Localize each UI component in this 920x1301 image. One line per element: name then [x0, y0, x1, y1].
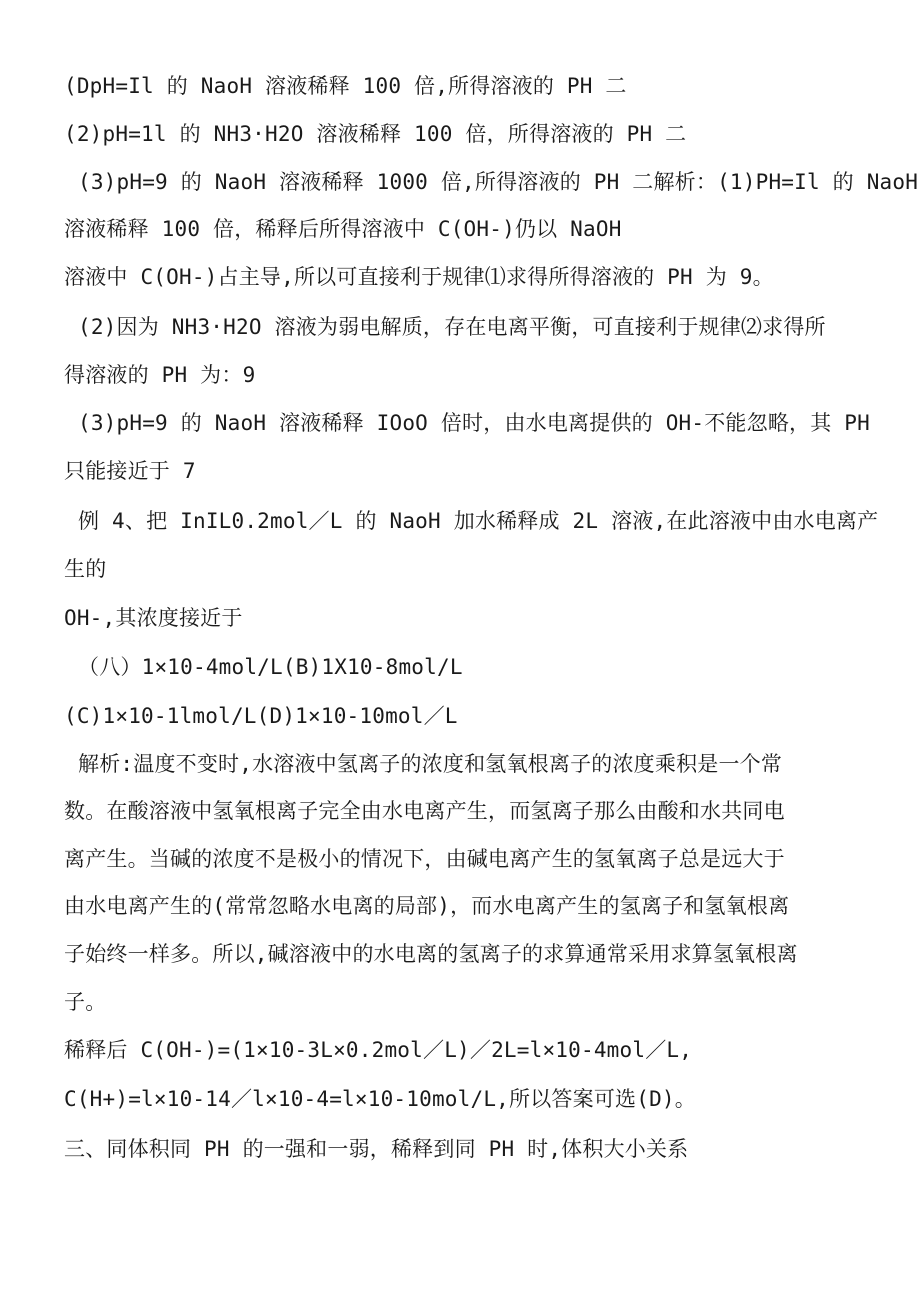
text-line: 只能接近于 7 [64, 459, 196, 483]
text-line: 数。在酸溶液中氢氧根离子完全由水电离产生，而氢离子那么由酸和水共同电 [64, 799, 785, 823]
text-line: (DpH=Il 的 NaoH 溶液稀释 100 倍,所得溶液的 PH 二 [64, 74, 627, 98]
text-line: 溶液中 C(OH-)占主导,所以可直接利于规律⑴求得所得溶液的 PH 为 9。 [64, 265, 774, 289]
text-line: 例 4、把 InIL0.2mol／L 的 NaoH 加水稀释成 2L 溶液,在此溶液中由水电离产 [78, 509, 879, 533]
text-line: 稀释后 C(OH-)=(1×10-3L×0.2mol／L)／2L=l×10-4mol／L, [64, 1038, 693, 1062]
text-line: 溶液稀释 100 倍，稀释后所得溶液中 C(OH-)仍以 NaOH [64, 217, 622, 241]
text-line: (2)因为 NH3·H2O 溶液为弱电解质，存在电离平衡，可直接利于规律⑵求得所 [78, 315, 826, 339]
text-line: C(H+)=l×10-14／l×10-4=l×10-10mol/L,所以答案可选(D)。 [64, 1087, 696, 1111]
text-line: 子始终一样多。所以,碱溶液中的水电离的氢离子的求算通常采用求算氢氧根离 [64, 942, 798, 966]
text-line: 得溶液的 PH 为：9 [64, 363, 256, 387]
text-line: 离产生。当碱的浓度不是极小的情况下，由碱电离产生的氢氧离子总是远大于 [64, 847, 785, 871]
text-line: OH-,其浓度接近于 [64, 606, 243, 630]
text-line: 子。 [64, 990, 107, 1014]
text-line: (3)pH=9 的 NaoH 溶液稀释 IOoO 倍时，由水电离提供的 OH-不能忽略，其 PH [78, 411, 870, 435]
text-line: (C)1×10-1lmol/L(D)1×10-10mol／L [64, 704, 458, 728]
text-line: 生的 [64, 557, 107, 581]
text-line: 由水电离产生的(常常忽略水电离的局部)，而水电离产生的氢离子和氢氧根离 [64, 894, 790, 918]
text-line: 三、同体积同 PH 的一强和一弱，稀释到同 PH 时,体积大小关系 [64, 1137, 689, 1161]
text-line: (3)pH=9 的 NaoH 溶液稀释 1000 倍,所得溶液的 PH 二解析：(1)PH=Il 的 NaoH [78, 170, 919, 194]
text-line: （八）1×10-4mol/L(B)1X10-8mol/L [78, 655, 463, 679]
text-line: 解析:温度不变时,水溶液中氢离子的浓度和氢氧根离子的浓度乘积是一个常 [78, 752, 783, 776]
text-line: (2)pH=1l 的 NH3·H2O 溶液稀释 100 倍，所得溶液的 PH 二 [64, 122, 687, 146]
